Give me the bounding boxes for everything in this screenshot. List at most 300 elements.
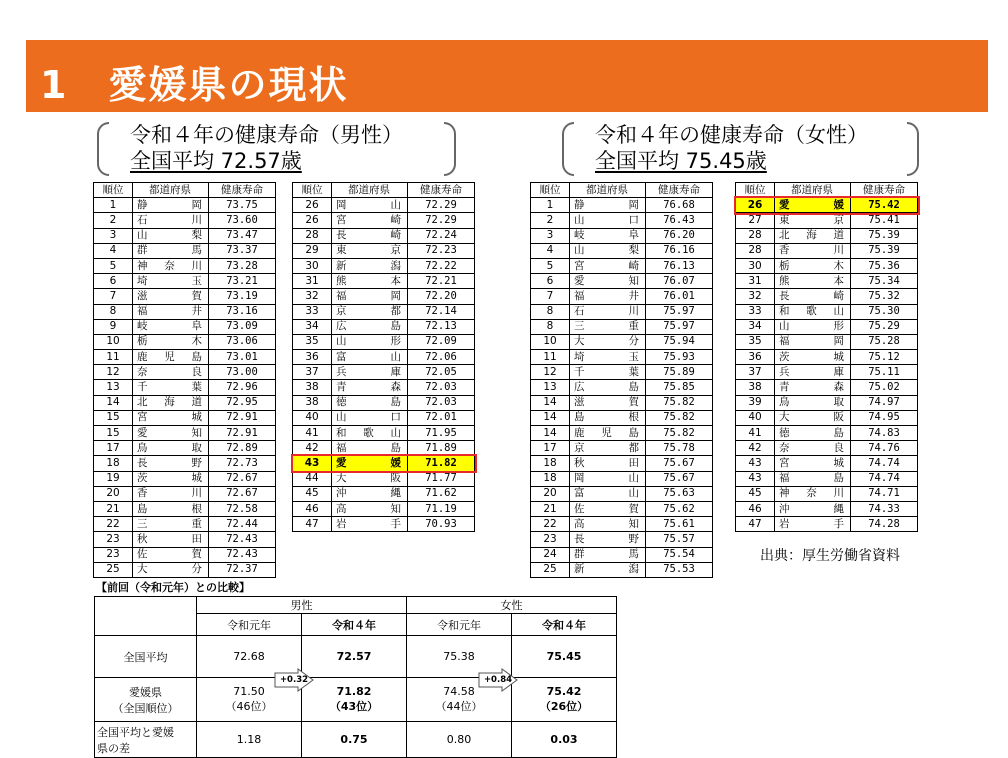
rank-cell: 41: [293, 426, 332, 441]
rank-cell: 39: [736, 395, 775, 410]
table-header-row: [531, 183, 713, 198]
rank-cell: 45: [293, 486, 332, 501]
table-row: [94, 562, 276, 577]
column-header: 順位: [736, 183, 775, 198]
rank-cell: 1: [531, 198, 570, 213]
column-header: 都道府県: [332, 183, 408, 198]
rank-cell: 33: [736, 304, 775, 319]
female-heading-title: 令和４年の健康寿命（女性）: [595, 123, 868, 147]
prefecture-cell: 兵庫: [775, 365, 851, 380]
table-row: [94, 471, 276, 486]
table-row: [94, 228, 276, 243]
prefecture-cell: 滋賀: [133, 289, 209, 304]
table-row: [293, 410, 475, 425]
column-header: 健康寿命: [408, 183, 475, 198]
male-ehime-curr-rank: （43位）: [329, 700, 379, 713]
prefecture-cell: 石川: [570, 304, 646, 319]
prefecture-cell: 岩手: [332, 517, 408, 532]
healthy-life-expectancy-cell: 71.77: [408, 471, 475, 486]
rank-cell: 3: [94, 228, 133, 243]
healthy-life-expectancy-cell: 75.12: [851, 350, 918, 365]
prefecture-cell: 奈良: [133, 365, 209, 380]
healthy-life-expectancy-cell: 74.74: [851, 456, 918, 471]
healthy-life-expectancy-cell: 72.37: [209, 562, 276, 577]
healthy-life-expectancy-cell: 75.41: [851, 213, 918, 228]
table-row: [94, 426, 276, 441]
table-row: [736, 350, 918, 365]
table-row: [94, 517, 276, 532]
table-row: [94, 319, 276, 334]
rank-cell: 31: [293, 274, 332, 289]
table-row: [736, 304, 918, 319]
male-ehime-curr-value: 71.82: [336, 685, 372, 698]
rank-cell: 12: [531, 365, 570, 380]
table-header-row: [94, 183, 276, 198]
table-row: [531, 258, 713, 273]
table-row: [736, 410, 918, 425]
prefecture-cell: 新潟: [332, 258, 408, 273]
female-change-value: +0.84: [483, 675, 513, 685]
rank-cell: 2: [94, 213, 133, 228]
table-row: [531, 471, 713, 486]
healthy-life-expectancy-cell: 73.00: [209, 365, 276, 380]
table-row: [94, 350, 276, 365]
rank-cell: 9: [94, 319, 133, 334]
bracket-left: [97, 122, 109, 176]
column-header: 都道府県: [133, 183, 209, 198]
prefecture-cell: 佐賀: [133, 547, 209, 562]
comparison-title: 【前回（令和元年）との比較】: [96, 581, 250, 594]
prefecture-cell: 新潟: [570, 562, 646, 577]
healthy-life-expectancy-cell: 72.95: [209, 395, 276, 410]
rank-cell: 8: [94, 304, 133, 319]
prefecture-cell: 大分: [570, 334, 646, 349]
rank-cell: 8: [531, 319, 570, 334]
male-ranking-table-1: [93, 182, 276, 578]
male-ehime-prev-rank: （46位）: [225, 700, 273, 713]
healthy-life-expectancy-cell: 71.82: [408, 456, 475, 471]
rank-cell: 14: [531, 395, 570, 410]
table-row: [94, 258, 276, 273]
table-row: [94, 501, 276, 516]
rank-cell: 25: [94, 562, 133, 577]
male-diff-curr: 0.75: [302, 722, 407, 758]
prefecture-cell: 東京: [775, 213, 851, 228]
healthy-life-expectancy-cell: 75.53: [646, 562, 713, 577]
female-ehime-curr-rank: （26位）: [539, 700, 589, 713]
prefecture-cell: 徳島: [332, 395, 408, 410]
rank-cell: 15: [94, 426, 133, 441]
healthy-life-expectancy-cell: 75.97: [646, 319, 713, 334]
prefecture-cell: 山形: [775, 319, 851, 334]
prefecture-cell: 岡山: [332, 198, 408, 213]
rank-cell: 25: [531, 562, 570, 577]
rank-cell: 31: [736, 274, 775, 289]
table-row: [531, 243, 713, 258]
rank-cell: 28: [736, 243, 775, 258]
rank-cell: 28: [293, 228, 332, 243]
rank-cell: 35: [293, 334, 332, 349]
row-label-ehime: [95, 678, 197, 722]
male-change-arrow: [274, 668, 314, 692]
rank-cell: 46: [736, 501, 775, 516]
column-header: 都道府県: [775, 183, 851, 198]
rank-cell: 43: [293, 456, 332, 471]
rank-cell: 42: [293, 441, 332, 456]
rank-cell: 28: [736, 228, 775, 243]
prefecture-cell: 岐阜: [133, 319, 209, 334]
healthy-life-expectancy-cell: 76.43: [646, 213, 713, 228]
rank-cell: 21: [531, 501, 570, 516]
prefecture-cell: 茨城: [133, 471, 209, 486]
healthy-life-expectancy-cell: 75.42: [851, 198, 918, 213]
prefecture-cell: 奈良: [775, 441, 851, 456]
table-row: [293, 258, 475, 273]
male-ehime-curr: [302, 678, 407, 722]
table-row: [293, 228, 475, 243]
healthy-life-expectancy-cell: 74.95: [851, 410, 918, 425]
healthy-life-expectancy-cell: 75.67: [646, 456, 713, 471]
healthy-life-expectancy-cell: 72.03: [408, 380, 475, 395]
table-row: [94, 547, 276, 562]
rank-cell: 40: [736, 410, 775, 425]
table-row: [94, 532, 276, 547]
healthy-life-expectancy-cell: 72.58: [209, 501, 276, 516]
table-row: [531, 350, 713, 365]
healthy-life-expectancy-cell: 75.36: [851, 258, 918, 273]
rank-cell: 43: [736, 471, 775, 486]
table-row: [531, 365, 713, 380]
rank-cell: 29: [293, 243, 332, 258]
rank-cell: 21: [94, 501, 133, 516]
table-row: [94, 380, 276, 395]
table-row: [531, 486, 713, 501]
table-row: [293, 441, 475, 456]
table-row: [736, 380, 918, 395]
bracket-right: [907, 122, 919, 176]
title-bar: [26, 40, 988, 112]
healthy-life-expectancy-cell: 75.97: [646, 304, 713, 319]
healthy-life-expectancy-cell: 75.28: [851, 334, 918, 349]
prefecture-cell: 静岡: [133, 198, 209, 213]
healthy-life-expectancy-cell: 75.78: [646, 441, 713, 456]
prefecture-cell: 広島: [570, 380, 646, 395]
prefecture-cell: 北海道: [775, 228, 851, 243]
prefecture-cell: 神奈川: [775, 486, 851, 501]
rank-cell: 43: [736, 456, 775, 471]
source-note: 出典：厚生労働省資料: [760, 548, 900, 564]
healthy-life-expectancy-cell: 75.57: [646, 532, 713, 547]
rank-cell: 7: [531, 289, 570, 304]
prefecture-cell: 宮城: [133, 410, 209, 425]
table-header-row: [736, 183, 918, 198]
healthy-life-expectancy-cell: 72.09: [408, 334, 475, 349]
rank-cell: 42: [736, 441, 775, 456]
female-change-arrow: [478, 668, 518, 692]
healthy-life-expectancy-cell: 73.28: [209, 258, 276, 273]
prefecture-cell: 沖縄: [332, 486, 408, 501]
prefecture-cell: 福島: [775, 471, 851, 486]
rank-cell: 45: [736, 486, 775, 501]
prefecture-cell: 福島: [332, 441, 408, 456]
prefecture-cell: 鳥取: [775, 395, 851, 410]
healthy-life-expectancy-cell: 73.37: [209, 243, 276, 258]
prefecture-cell: 三重: [570, 319, 646, 334]
healthy-life-expectancy-cell: 72.13: [408, 319, 475, 334]
prefecture-cell: 静岡: [570, 198, 646, 213]
prefecture-cell: 山梨: [570, 243, 646, 258]
bracket-left: [562, 122, 574, 176]
table-row: [736, 426, 918, 441]
table-row: [293, 213, 475, 228]
prefecture-cell: 香川: [133, 486, 209, 501]
rank-cell: 46: [293, 501, 332, 516]
healthy-life-expectancy-cell: 73.47: [209, 228, 276, 243]
rank-cell: 8: [531, 304, 570, 319]
rank-cell: 17: [94, 441, 133, 456]
healthy-life-expectancy-cell: 72.91: [209, 410, 276, 425]
prefecture-cell: 北海道: [133, 395, 209, 410]
prefecture-cell: 福岡: [332, 289, 408, 304]
rank-cell: 38: [293, 395, 332, 410]
prefecture-cell: 広島: [332, 319, 408, 334]
healthy-life-expectancy-cell: 76.01: [646, 289, 713, 304]
table-row: [531, 289, 713, 304]
rank-cell: 33: [293, 304, 332, 319]
table-row: [736, 198, 918, 213]
rank-cell: 20: [94, 486, 133, 501]
prefecture-cell: 熊本: [332, 274, 408, 289]
rank-cell: 26: [293, 213, 332, 228]
table-row: [531, 410, 713, 425]
table-row: [94, 395, 276, 410]
row-label-difference-line2: 県の差: [97, 741, 130, 755]
prefecture-cell: 京都: [570, 441, 646, 456]
rank-cell: 27: [736, 213, 775, 228]
male-heading-title: 令和４年の健康寿命（男性）: [130, 123, 403, 147]
prefecture-cell: 埼玉: [133, 274, 209, 289]
male-change-value: +0.32: [279, 675, 309, 685]
healthy-life-expectancy-cell: 72.73: [209, 456, 276, 471]
healthy-life-expectancy-cell: 72.20: [408, 289, 475, 304]
prefecture-cell: 和歌山: [775, 304, 851, 319]
healthy-life-expectancy-cell: 72.43: [209, 547, 276, 562]
table-row: [531, 228, 713, 243]
table-header-row: [293, 183, 475, 198]
healthy-life-expectancy-cell: 73.21: [209, 274, 276, 289]
table-row: [293, 486, 475, 501]
prefecture-cell: 長崎: [775, 289, 851, 304]
table-row: [293, 395, 475, 410]
prefecture-cell: 宮崎: [332, 213, 408, 228]
male-curr-year-header: 令和４年: [302, 614, 407, 636]
rank-cell: 12: [94, 365, 133, 380]
prefecture-cell: 島根: [570, 410, 646, 425]
prefecture-cell: 茨城: [775, 350, 851, 365]
rank-cell: 18: [531, 471, 570, 486]
prefecture-cell: 大阪: [332, 471, 408, 486]
healthy-life-expectancy-cell: 75.63: [646, 486, 713, 501]
prefecture-cell: 香川: [775, 243, 851, 258]
rank-cell: 36: [736, 350, 775, 365]
healthy-life-expectancy-cell: 72.03: [408, 395, 475, 410]
female-ehime-curr-value: 75.42: [546, 685, 582, 698]
prefecture-cell: 山口: [332, 410, 408, 425]
row-label-ehime-line2: （全国順位）: [112, 701, 179, 715]
prefecture-cell: 三重: [133, 517, 209, 532]
row-label-national-average: 全国平均: [95, 636, 197, 678]
healthy-life-expectancy-cell: 75.02: [851, 380, 918, 395]
prefecture-cell: 富山: [332, 350, 408, 365]
rank-cell: 30: [736, 258, 775, 273]
column-header: 健康寿命: [209, 183, 276, 198]
healthy-life-expectancy-cell: 75.32: [851, 289, 918, 304]
table-row: [736, 334, 918, 349]
table-row: [736, 395, 918, 410]
female-national-curr: 75.45: [512, 636, 617, 678]
table-row: [293, 365, 475, 380]
prefecture-cell: 山口: [570, 213, 646, 228]
rank-cell: 32: [736, 289, 775, 304]
healthy-life-expectancy-cell: 76.20: [646, 228, 713, 243]
table-row: [293, 501, 475, 516]
healthy-life-expectancy-cell: 75.34: [851, 274, 918, 289]
table-row: [293, 350, 475, 365]
table-row: [293, 274, 475, 289]
healthy-life-expectancy-cell: 74.74: [851, 471, 918, 486]
healthy-life-expectancy-cell: 76.07: [646, 274, 713, 289]
table-row: [736, 486, 918, 501]
prefecture-cell: 福井: [133, 304, 209, 319]
rank-cell: 11: [94, 350, 133, 365]
prefecture-cell: 岩手: [775, 517, 851, 532]
healthy-life-expectancy-cell: 75.39: [851, 243, 918, 258]
rank-cell: 41: [736, 426, 775, 441]
prefecture-cell: 徳島: [775, 426, 851, 441]
prefecture-cell: 兵庫: [332, 365, 408, 380]
table-row: [531, 501, 713, 516]
female-curr-year-header: 令和４年: [512, 614, 617, 636]
table-row: [293, 243, 475, 258]
rank-cell: 36: [293, 350, 332, 365]
female-diff-curr: 0.03: [512, 722, 617, 758]
prefecture-cell: 高知: [332, 501, 408, 516]
male-heading-average: 全国平均 72.57歳: [130, 149, 302, 173]
table-row: [94, 486, 276, 501]
rank-cell: 15: [94, 410, 133, 425]
healthy-life-expectancy-cell: 72.21: [408, 274, 475, 289]
column-header: 順位: [293, 183, 332, 198]
female-ehime-prev-rank: （44位）: [435, 700, 483, 713]
prefecture-cell: 東京: [332, 243, 408, 258]
healthy-life-expectancy-cell: 75.54: [646, 547, 713, 562]
rank-cell: 6: [531, 274, 570, 289]
prefecture-cell: 滋賀: [570, 395, 646, 410]
table-row: [293, 517, 475, 532]
healthy-life-expectancy-cell: 70.93: [408, 517, 475, 532]
table-row: [531, 547, 713, 562]
healthy-life-expectancy-cell: 72.05: [408, 365, 475, 380]
rank-cell: 26: [736, 198, 775, 213]
healthy-life-expectancy-cell: 75.39: [851, 228, 918, 243]
rank-cell: 32: [293, 289, 332, 304]
prefecture-cell: 宮城: [775, 456, 851, 471]
rank-cell: 14: [531, 426, 570, 441]
rank-cell: 14: [94, 395, 133, 410]
rank-cell: 23: [94, 547, 133, 562]
rank-cell: 44: [293, 471, 332, 486]
page-title: 1 愛媛県の現状: [40, 63, 349, 107]
table-row: [94, 198, 276, 213]
rank-cell: 38: [293, 380, 332, 395]
prefecture-cell: 青森: [775, 380, 851, 395]
prefecture-cell: 山梨: [133, 228, 209, 243]
table-row: [736, 471, 918, 486]
rank-cell: 30: [293, 258, 332, 273]
prefecture-cell: 佐賀: [570, 501, 646, 516]
prefecture-cell: 栃木: [775, 258, 851, 273]
healthy-life-expectancy-cell: 72.89: [209, 441, 276, 456]
female-heading-average: 全国平均 75.45歳: [595, 149, 767, 173]
female-ehime-curr: [512, 678, 617, 722]
rank-cell: 40: [293, 410, 332, 425]
prefecture-cell: 秋田: [570, 456, 646, 471]
healthy-life-expectancy-cell: 72.06: [408, 350, 475, 365]
healthy-life-expectancy-cell: 72.96: [209, 380, 276, 395]
table-row: [94, 456, 276, 471]
healthy-life-expectancy-cell: 73.16: [209, 304, 276, 319]
rank-cell: 10: [94, 334, 133, 349]
rank-cell: 5: [531, 258, 570, 273]
rank-cell: 17: [531, 441, 570, 456]
table-row: [293, 456, 475, 471]
rank-cell: 4: [94, 243, 133, 258]
healthy-life-expectancy-cell: 75.93: [646, 350, 713, 365]
healthy-life-expectancy-cell: 73.09: [209, 319, 276, 334]
prefecture-cell: 和歌山: [332, 426, 408, 441]
table-row: [531, 456, 713, 471]
female-prev-year-header: 令和元年: [407, 614, 512, 636]
prefecture-cell: 千葉: [133, 380, 209, 395]
female-national-prev: 75.38: [407, 636, 512, 678]
table-row: [293, 471, 475, 486]
table-row: [736, 289, 918, 304]
male-national-prev: 72.68: [197, 636, 302, 678]
prefecture-cell: 高知: [570, 517, 646, 532]
empty-header-cell: [95, 597, 197, 636]
rank-cell: 35: [736, 334, 775, 349]
healthy-life-expectancy-cell: 72.23: [408, 243, 475, 258]
rank-cell: 22: [531, 517, 570, 532]
prefecture-cell: 大阪: [775, 410, 851, 425]
column-header: 都道府県: [570, 183, 646, 198]
healthy-life-expectancy-cell: 73.06: [209, 334, 276, 349]
prefecture-cell: 島根: [133, 501, 209, 516]
prefecture-cell: 京都: [332, 304, 408, 319]
rank-cell: 11: [531, 350, 570, 365]
table-row: [531, 380, 713, 395]
rank-cell: 23: [531, 532, 570, 547]
healthy-life-expectancy-cell: 74.33: [851, 501, 918, 516]
table-row: [293, 334, 475, 349]
male-column-header: 男性: [197, 597, 407, 614]
prefecture-cell: 山形: [332, 334, 408, 349]
healthy-life-expectancy-cell: 72.14: [408, 304, 475, 319]
rank-cell: 34: [293, 319, 332, 334]
prefecture-cell: 福井: [570, 289, 646, 304]
rank-cell: 13: [94, 380, 133, 395]
prefecture-cell: 岡山: [570, 471, 646, 486]
